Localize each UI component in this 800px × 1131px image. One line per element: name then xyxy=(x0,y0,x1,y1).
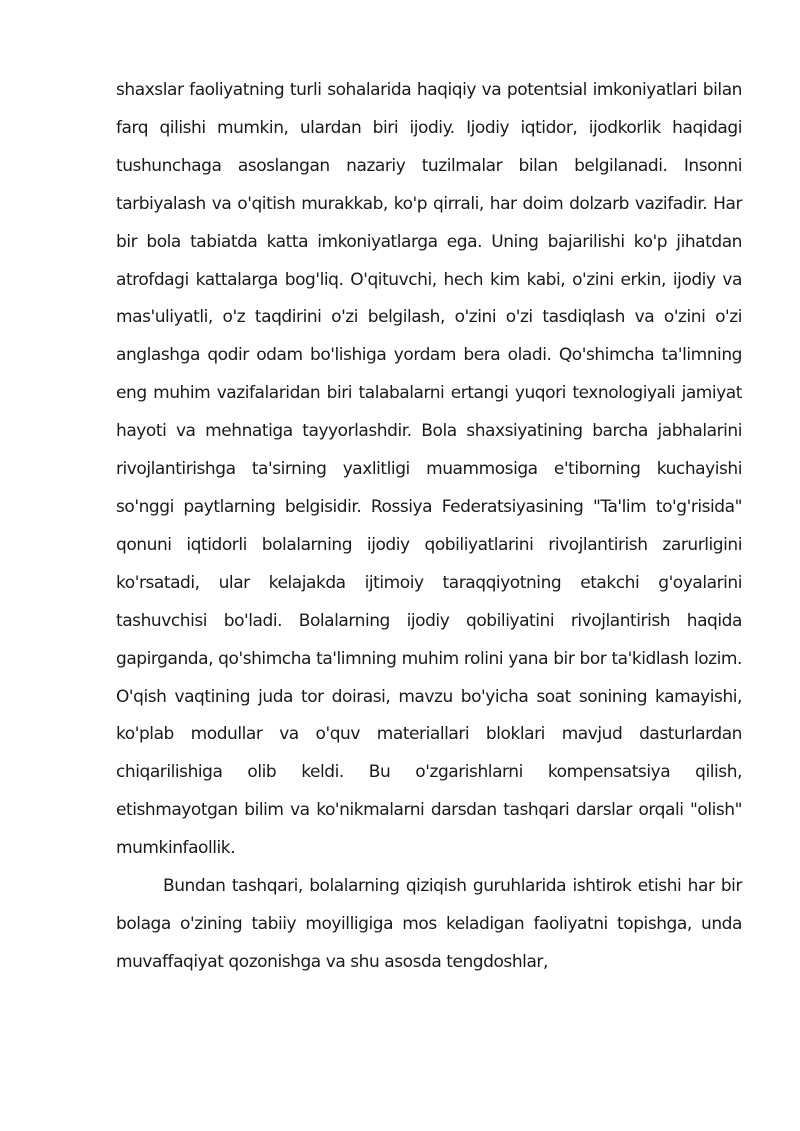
paragraph-2: Bundan tashqari, bolalarning qiziqish guruhlarida ishtirok etishi har bir bolaga o'zining tabiiy moyilligiga mos keladigan faoliyatni topishga, unda muvaffaqiyat qozonishga va shu asosda tengdoshlar, xyxy=(116,876,742,972)
body-text xyxy=(116,72,742,982)
paragraph-1: shaxslar faoliyatning turli sohalarida haqiqiy va potentsial imkoniyatlari bilan farq qilishi mumkin, ulardan biri ijodiy. Ijodiy iqtidor, ijodkorlik haqidagi tushunchaga asoslangan nazariy tuzilmalar bilan belgilanadi. Insonni tarbiyalash va o'qitish murakkab, ko'p qirrali, har doim dolzarb vazifadir. Har bir bola tabiatda katta imkoniyatlarga ega. Uning bajarilishi ko'p jihatdan atrofdagi kattalarga bog'liq. O'qituvchi, hech kim kabi, o'zini erkin, ijodiy va mas'uliyatli, o'z taqdirini o'zi belgilash, o'zini o'zi tasdiqlash va o'zini o'zi anglashga qodir odam bo'lishiga yordam bera oladi. Qo'shimcha ta'limning eng muhim vazifalaridan biri talabalarni ertangi yuqori texnologiyali jamiyat hayoti va mehnatiga tayyorlashdir. Bola shaxsiyatining barcha jabhalarini rivojlantirishga ta'sirning yaxlitligi muammosiga e'tiborning kuchayishi so'nggi paytlarning belgisidir. Rossiya Federatsiyasining "Ta'lim to'g'risida" qonuni iqtidorli bolalarning ijodiy qobiliyatlarini rivojlantirish zarurligini ko'rsatadi, ular kelajakda ijtimoiy taraqqiyotning etakchi g'oyalarini tashuvchisi bo'ladi. Bolalarning ijodiy qobiliyatini rivojlantirish haqida gapirganda, qo'shimcha ta'limning muhim rolini yana bir bor ta'kidlash lozim. O'qish vaqtining juda tor doirasi, mavzu bo'yicha soat sonining kamayishi, ko'plab modullar va o'quv materiallari bloklari mavjud dasturlardan chiqarilishiga olib keldi. Bu o'zgarishlarni kompensatsiya qilish, etishmayotgan bilim va ko'nikmalarni darsdan tashqari darslar orqali "olish" mumkinfaollik. xyxy=(116,80,742,859)
